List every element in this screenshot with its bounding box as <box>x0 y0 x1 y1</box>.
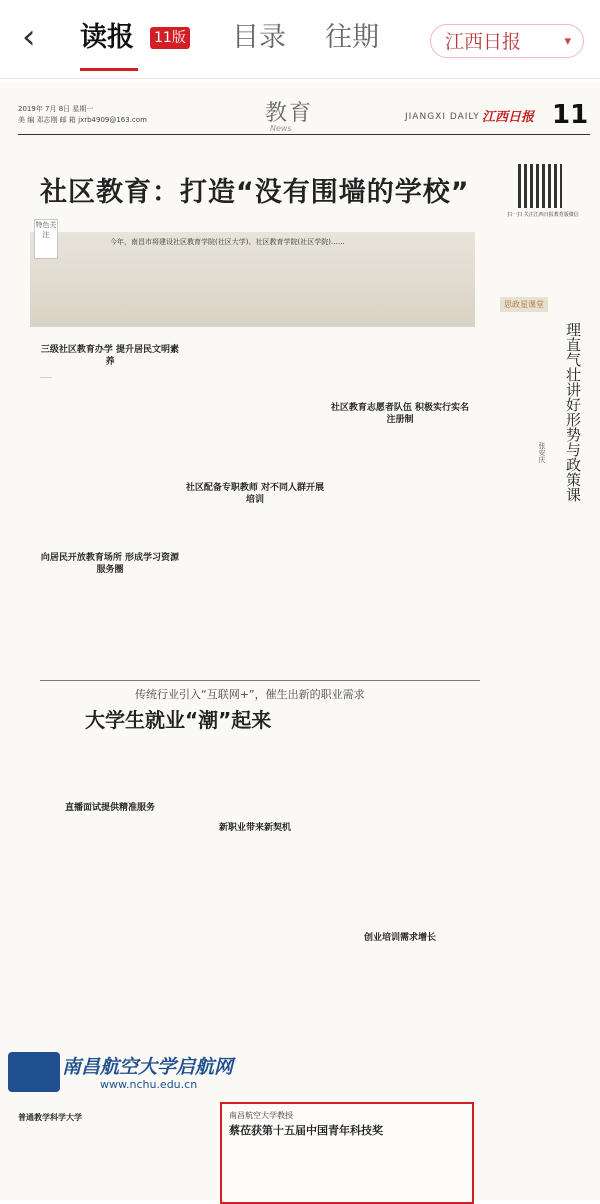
masthead-cn: 江西日报 <box>482 110 535 125</box>
watermark-name: 南昌航空大学启航网 <box>62 1056 234 1078</box>
article-column-1 <box>40 372 180 522</box>
subhead-2: 向居民开放教育场所 形成学习资源服务圈 <box>40 553 180 575</box>
article-kicker: 传统行业引入“互联网+”，催生出新的职业需求 <box>135 688 365 701</box>
column-label: 思政星课堂 <box>500 297 548 312</box>
issue-date: 2019年 7月 8日 星期一 <box>18 105 94 113</box>
issue-meta <box>18 104 147 126</box>
subhead-5: 直播面试提供精准服务 <box>64 803 155 813</box>
watermark-url: www.nchu.edu.cn <box>100 1078 198 1091</box>
tab-past-issues[interactable]: 往期 <box>325 22 379 53</box>
masthead-en: JIANGXI DAILY <box>405 112 480 122</box>
page-number: 11 <box>552 100 589 130</box>
opinion-author: 张安庆 <box>538 442 546 463</box>
tab-toc[interactable]: 目录 <box>232 22 286 53</box>
subhead-6: 新职业带来新契机 <box>218 823 291 833</box>
subhead-3: 社区配备专职教师 对不同人群开展培训 <box>185 483 325 505</box>
opinion-headline[interactable]: 理直气壮讲好形势与政策课 <box>564 322 582 502</box>
subhead-1: 三级社区教育办学 提升居民文明素养 <box>40 345 180 367</box>
boxed-headline[interactable]: 蔡莅获第十五届中国青年科技奖 <box>229 1124 383 1137</box>
main-headline[interactable]: 社区教育：打造“没有围墙的学校” <box>40 177 470 208</box>
divider <box>40 680 480 681</box>
boxed-kicker: 南昌航空大学教授 <box>229 1111 293 1120</box>
app-header <box>0 0 600 79</box>
logo-icon <box>8 1052 60 1092</box>
subhead-4: 社区教育志愿者队伍 积极实行实名注册制 <box>330 403 470 425</box>
newspaper-page[interactable] <box>0 82 600 1200</box>
article-headline[interactable]: 大学生就业“潮”起来 <box>85 708 272 732</box>
bottom-article-headline[interactable]: 普通教学科学大学 <box>18 1113 82 1122</box>
section-subtitle: News <box>270 124 292 133</box>
column-text: …… <box>40 373 52 380</box>
qr-caption: 扫一扫 关注江西日报教育版微信 <box>507 212 579 218</box>
chevron-down-icon: ▾ <box>564 34 571 49</box>
active-tab-indicator <box>80 68 138 71</box>
feature-tag: 特色关注 <box>34 219 58 259</box>
paper-selector[interactable] <box>430 24 584 58</box>
lead-text: 今年，南昌市将建设社区教育学院(社区大学)、社区教育学院(社区学院)…… <box>110 238 345 246</box>
subhead-7: 创业培训需求增长 <box>363 933 436 943</box>
qr-code-icon <box>518 164 562 208</box>
editor-line: 美 编 邓志刚 邮 箱 jxrb4909@163.com <box>18 116 147 124</box>
divider <box>18 134 590 135</box>
edition-badge: 11版 <box>150 27 190 49</box>
section-title: 教育 <box>265 101 314 126</box>
paper-name: 江西日报 <box>445 31 522 53</box>
back-icon[interactable]: ‹ <box>22 17 36 57</box>
tab-read[interactable]: 读报 <box>80 22 134 53</box>
